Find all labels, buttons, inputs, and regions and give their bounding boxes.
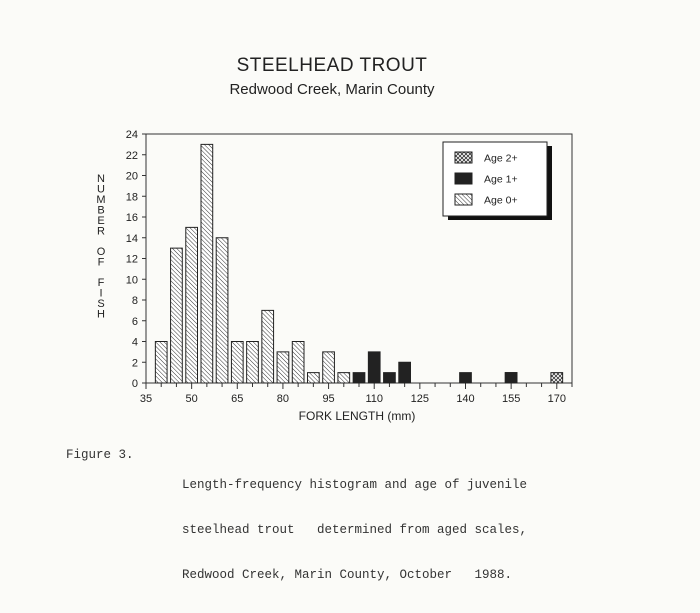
x-tick-label: 65 xyxy=(231,393,244,405)
y-tick-label: 16 xyxy=(125,212,138,224)
bar-age-0--70 xyxy=(247,342,259,384)
figure-label: Figure 3. xyxy=(66,448,134,462)
caption-line: steelhead trout determined from aged scales, xyxy=(182,523,528,537)
y-axis-label-letter: O xyxy=(96,246,106,258)
y-axis-label-letter: M xyxy=(96,194,106,206)
y-axis-label-letter: H xyxy=(97,308,105,321)
x-tick-label: 35 xyxy=(139,393,153,405)
bar-age-1--155 xyxy=(505,373,517,383)
bar-age-0--75 xyxy=(262,310,274,383)
x-tick-label: 110 xyxy=(365,393,383,405)
figure-caption xyxy=(66,448,666,582)
bar-age-0--40 xyxy=(155,342,167,384)
bar-age-0--85 xyxy=(292,342,304,384)
x-axis-label: FORK LENGTH (mm) xyxy=(298,409,416,423)
y-tick-label: 10 xyxy=(125,274,138,287)
legend-swatch xyxy=(455,194,472,205)
bar-age-0--100 xyxy=(338,373,350,383)
x-tick-label: 140 xyxy=(456,393,475,405)
y-tick-label: 2 xyxy=(131,357,138,370)
y-axis-label-letter: F xyxy=(97,277,105,289)
legend-label: Age 2+ xyxy=(484,152,518,165)
bar-age-0--80 xyxy=(277,352,289,383)
y-tick-label: 24 xyxy=(125,129,138,141)
bar-age-1--140 xyxy=(460,373,472,383)
legend xyxy=(443,142,552,220)
x-tick-label: 170 xyxy=(547,393,566,405)
bar-age-0--45 xyxy=(171,248,183,383)
x-tick-label: 95 xyxy=(322,393,335,405)
y-axis-label-letter: N xyxy=(97,173,105,185)
y-axis-label-letter: I xyxy=(99,287,103,300)
y-axis-label-letter: E xyxy=(97,215,105,227)
chart-title: STEELHEAD TROUT xyxy=(236,55,428,76)
y-tick-label: 18 xyxy=(125,191,138,204)
x-tick-label: 80 xyxy=(276,393,290,405)
bar-age-0--55 xyxy=(201,144,213,383)
bar-age-1--115 xyxy=(384,373,396,383)
y-tick-label: 6 xyxy=(131,315,138,328)
x-tick-label: 155 xyxy=(501,393,521,405)
y-tick-label: 8 xyxy=(131,295,138,307)
bar-age-1--110 xyxy=(368,352,380,383)
y-axis-label-letter: R xyxy=(97,225,105,238)
y-tick-label: 20 xyxy=(125,170,138,183)
y-tick-label: 14 xyxy=(125,232,138,245)
bar-age-2--170 xyxy=(551,373,563,383)
bar-age-0--90 xyxy=(308,373,320,383)
legend-swatch xyxy=(455,173,472,184)
y-axis-label-letter: S xyxy=(97,298,105,310)
y-tick-label: 22 xyxy=(125,149,138,162)
legend-label: Age 1+ xyxy=(484,173,518,186)
bar-age-1--105 xyxy=(353,373,365,383)
legend-swatch xyxy=(455,152,472,163)
y-axis-label xyxy=(96,173,105,321)
caption-line: Length-frequency histogram and age of juvenile xyxy=(182,478,528,492)
y-tick-label: 4 xyxy=(131,336,138,349)
y-tick-label: 0 xyxy=(131,378,138,390)
bar-age-0--95 xyxy=(323,352,335,383)
x-tick-label: 50 xyxy=(185,393,198,405)
y-tick-label: 12 xyxy=(125,253,138,266)
x-tick-label: 125 xyxy=(410,393,430,405)
y-axis-label-letter: B xyxy=(97,204,105,217)
chart-subtitle: Redwood Creek, Marin County xyxy=(229,81,435,98)
legend-label: Age 0+ xyxy=(484,194,518,207)
bar-age-0--60 xyxy=(216,238,228,383)
y-tick-labels xyxy=(126,129,138,390)
caption-line: Redwood Creek, Marin County, October 1988. xyxy=(182,568,513,582)
bar-age-0--50 xyxy=(186,227,198,383)
y-axis-label-letter: F xyxy=(97,256,105,269)
bar-age-0--65 xyxy=(231,342,243,384)
bar-age-1--120 xyxy=(399,362,411,383)
y-axis-label-letter: U xyxy=(97,183,105,196)
x-tick-labels xyxy=(140,393,566,405)
